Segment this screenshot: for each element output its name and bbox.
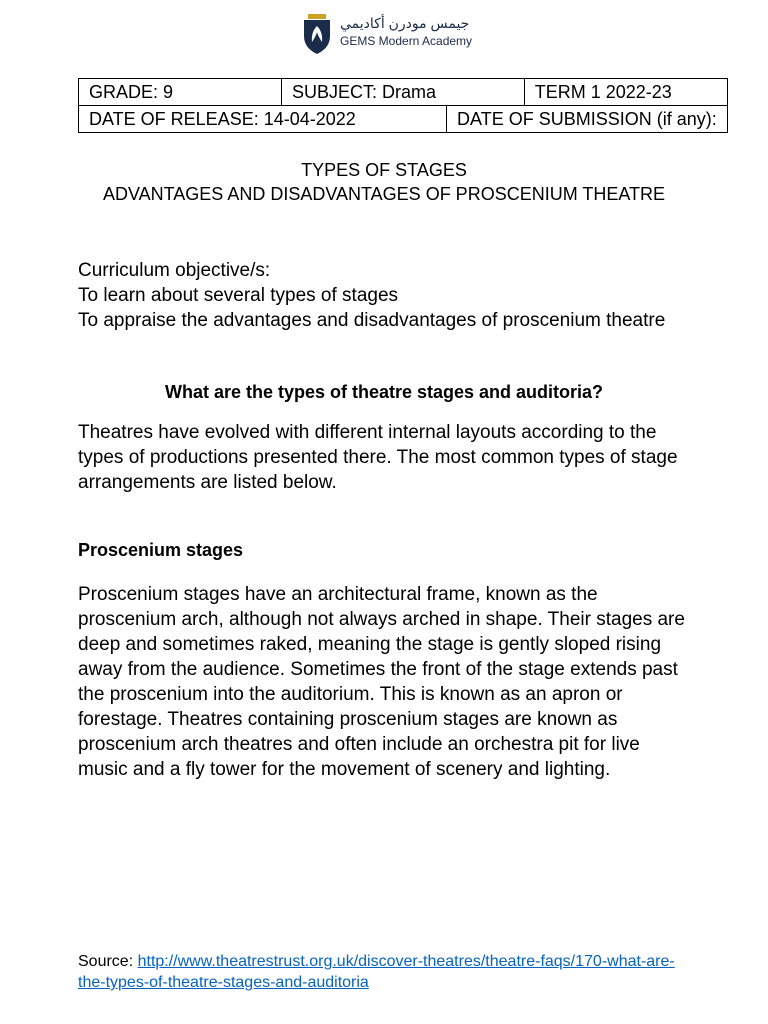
subject-cell: SUBJECT: Drama [282, 79, 525, 106]
table-row [79, 79, 728, 106]
intro-paragraph: Theatres have evolved with different internal layouts according to the types of productions presented there. The most common types of stage arrangements are listed below. [78, 422, 678, 493]
shield-icon [302, 14, 332, 54]
submission-date-cell: DATE OF SUBMISSION (if any): [447, 106, 728, 133]
source-citation [78, 951, 688, 993]
page-subtitle: ADVANTAGES AND DISADVANTAGES OF PROSCENIUM THEATRE [102, 184, 666, 204]
section-heading: Proscenium stages [78, 540, 244, 560]
table-row [79, 106, 728, 133]
section-question: What are the types of theatre stages and auditoria? [164, 382, 604, 402]
grade-cell: GRADE: 9 [79, 79, 282, 106]
curriculum-objectives [78, 258, 688, 333]
school-logo [302, 14, 482, 56]
page-title: TYPES OF STAGES [301, 160, 467, 180]
logo-arabic-name: جيمس مودرن أكاديمي [340, 15, 470, 31]
objectives-label: Curriculum objective/s: [78, 260, 271, 281]
logo-school-name: GEMS Modern Academy [340, 34, 473, 48]
term-cell: TERM 1 2022-23 [524, 79, 727, 106]
objective-item: To appraise the advantages and disadvantages of proscenium theatre [78, 310, 666, 331]
source-link[interactable]: http://www.theatrestrust.org.uk/discover-theatres/theatre-faqs/170-what-are-the-types-of-theatre-stages-and-auditoria [78, 953, 675, 991]
release-date-cell: DATE OF RELEASE: 14-04-2022 [79, 106, 447, 133]
source-label: Source: [78, 953, 138, 970]
assignment-info-table [78, 78, 728, 133]
objective-item: To learn about several types of stages [78, 285, 399, 306]
proscenium-paragraph: Proscenium stages have an architectural frame, known as the proscenium arch, although not always arched in shape. Their stages are deep and sometimes raked, meaning the stage is gently sloped rising away from the audience. Sometimes the front of the stage extends past the proscenium into the auditorium. This is known as an apron or forestage. Theatres containing proscenium stages are known as proscenium arch theatres and often include an orchestra pit for live music and a fly tower for the movement of scenery and lighting. [78, 584, 685, 780]
